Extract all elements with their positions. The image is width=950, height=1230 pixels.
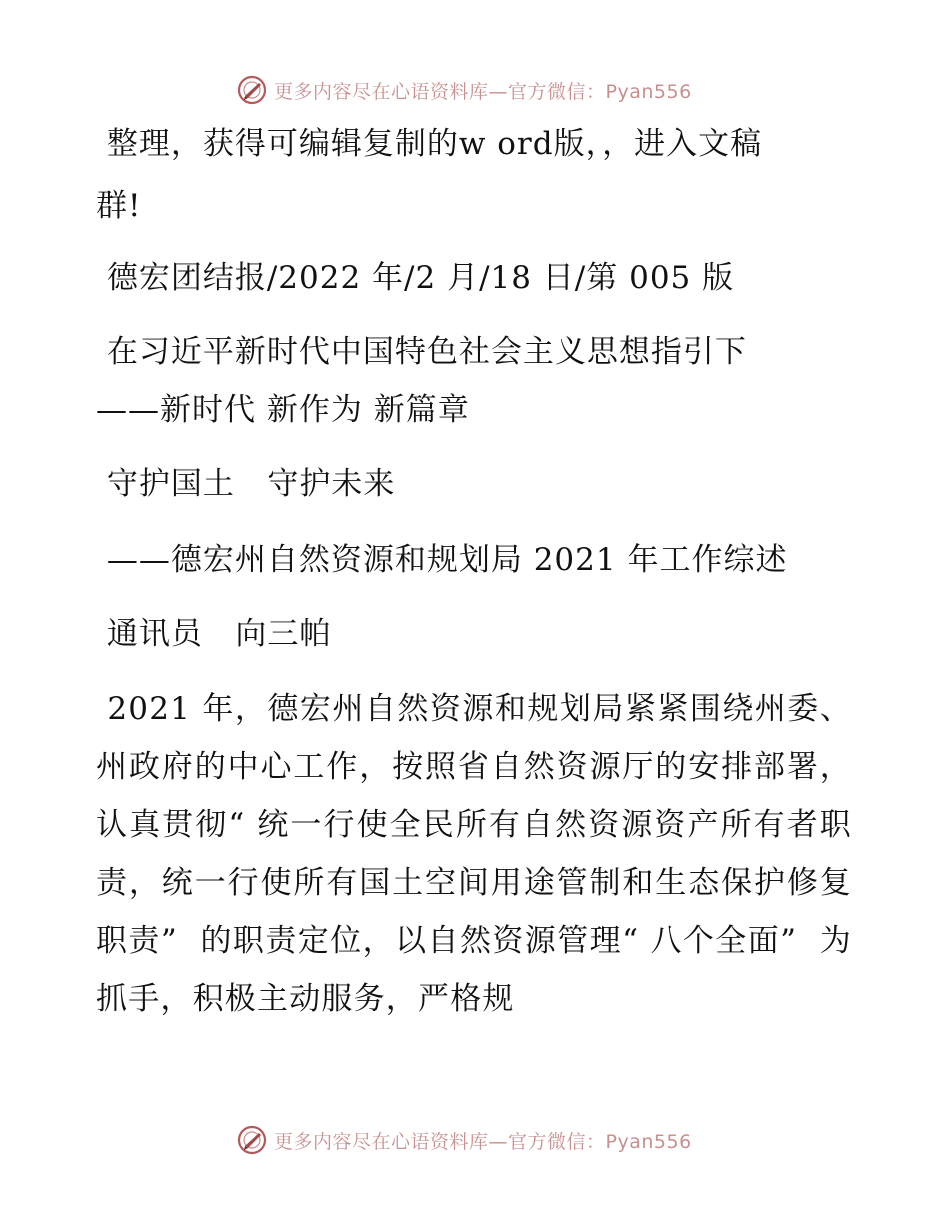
article-byline: 通讯员 向三帕 bbox=[96, 616, 332, 652]
watermark-text: 更多内容尽在心语资料库—官方微信：Pyan556 bbox=[274, 80, 692, 103]
seal-logo-icon bbox=[236, 1124, 268, 1156]
watermark-text: 更多内容尽在心语资料库—官方微信：Pyan556 bbox=[274, 1130, 692, 1153]
intro-line-1: 整理，获得可编辑复制的w ord版，，进入文稿 bbox=[96, 126, 763, 162]
article-headline: 守护国土 守护未来 bbox=[96, 466, 396, 502]
column-title-line-1: 在习近平新时代中国特色社会主义思想指引下 bbox=[96, 334, 747, 370]
intro-line-2: 群! bbox=[96, 188, 142, 224]
footer-watermark bbox=[236, 1122, 692, 1158]
column-title-line-2: ——新时代 新作为 新篇章 bbox=[96, 392, 470, 428]
body-paragraph: 2021 年，德宏州自然资源和规划局紧紧围绕州委、州政府的中心工作，按照省自然资源厅的安排部署，认真贯彻“ 统一行使全民所有自然资源资产所有者职责，统一行使所有国土空间用途管制和生态保护修复职责” 的职责定位，以自然资源管理“ 八个全面” 为抓手，积极主动服务，严格规 bbox=[96, 691, 852, 1017]
masthead-line: 德宏团结报/2022 年/2 月/18 日/第 005 版 bbox=[96, 260, 735, 296]
header-watermark bbox=[236, 72, 692, 108]
seal-logo-icon bbox=[236, 74, 268, 106]
article-subheadline: ——德宏州自然资源和规划局 2021 年工作综述 bbox=[96, 542, 788, 578]
